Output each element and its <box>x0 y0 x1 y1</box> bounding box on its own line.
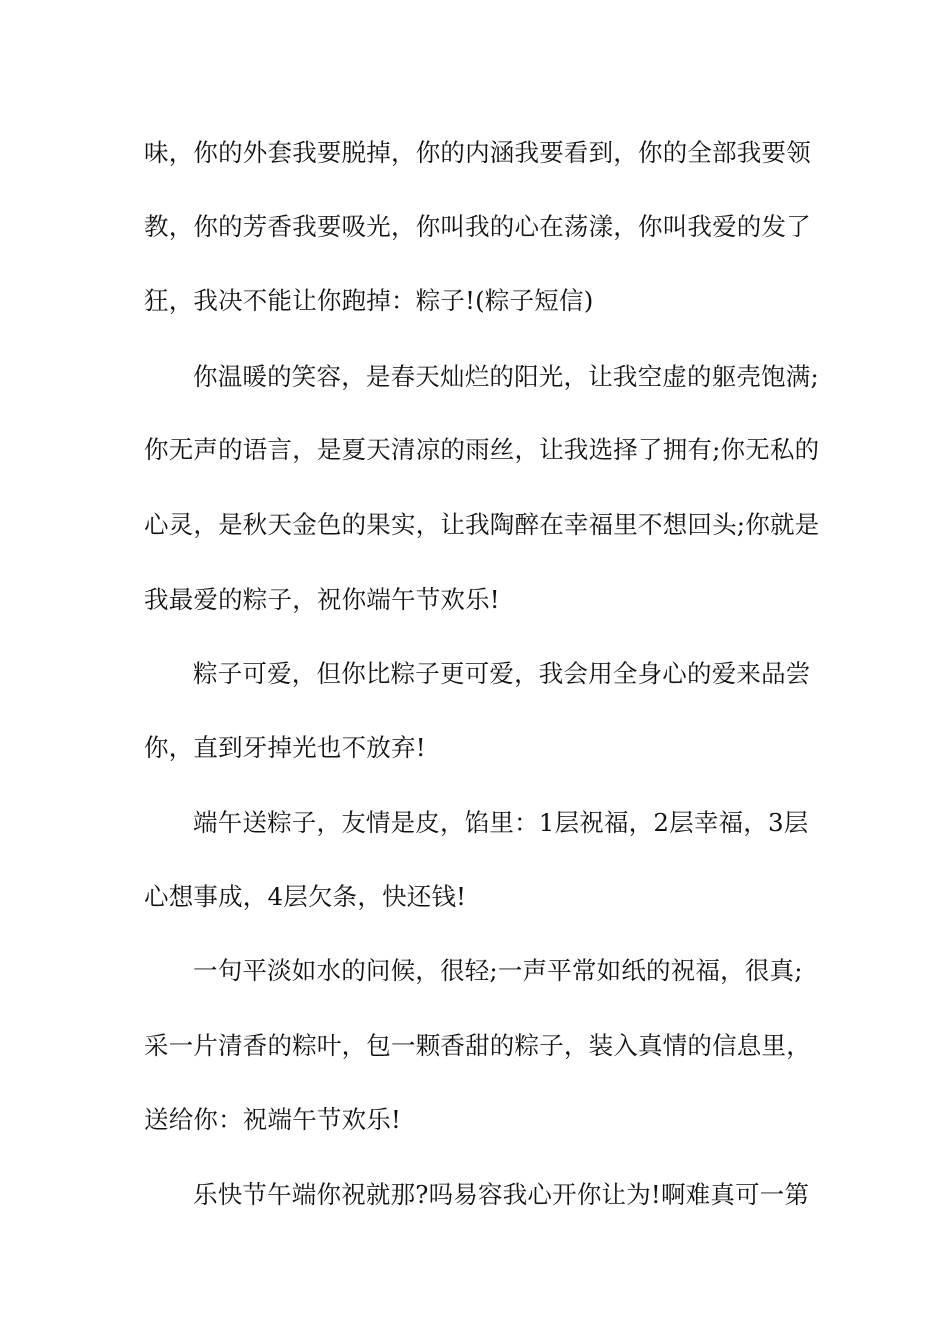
text-line: 你无声的语言，是夏天清凉的雨丝，让我选择了拥有;你无私的 <box>144 435 820 464</box>
paragraph-first-line: 乐快节午端你祝就那?吗易容我心开你让为!啊难真可一第 <box>193 1180 810 1209</box>
paragraph-first-line: 一句平淡如水的问候，很轻;一声平常如纸的祝福，很真; <box>193 956 803 985</box>
text-line: 我最爱的粽子，祝你端午节欢乐! <box>144 585 500 614</box>
text-line: 教，你的芳香我要吸光，你叫我的心在荡漾，你叫我爱的发了 <box>144 212 811 241</box>
paragraph-first-line: 端午送粽子，友情是皮，馅里：1层祝福，2层幸福，3层 <box>193 808 809 837</box>
text-line: 狂，我决不能让你跑掉：粽子!(粽子短信) <box>144 286 594 315</box>
text-line: 味，你的外套我要脱掉，你的内涵我要看到，你的全部我要领 <box>144 138 811 167</box>
text-line: 心想事成，4层欠条，快还钱! <box>144 882 467 911</box>
text-line: 采一片清香的粽叶，包一颗香甜的粽子，装入真情的信息里， <box>144 1031 811 1060</box>
paragraph-first-line: 你温暖的笑容，是春天灿烂的阳光，让我空虚的躯壳饱满; <box>193 362 819 391</box>
text-line: 心灵，是秋天金色的果实，让我陶醉在幸福里不想回头;你就是 <box>144 510 820 539</box>
text-line: 你，直到牙掉光也不放弃! <box>144 733 426 762</box>
paragraph-first-line: 粽子可爱，但你比粽子更可爱，我会用全身心的爱来品尝 <box>193 659 811 688</box>
text-line: 送给你：祝端午节欢乐! <box>144 1105 402 1134</box>
